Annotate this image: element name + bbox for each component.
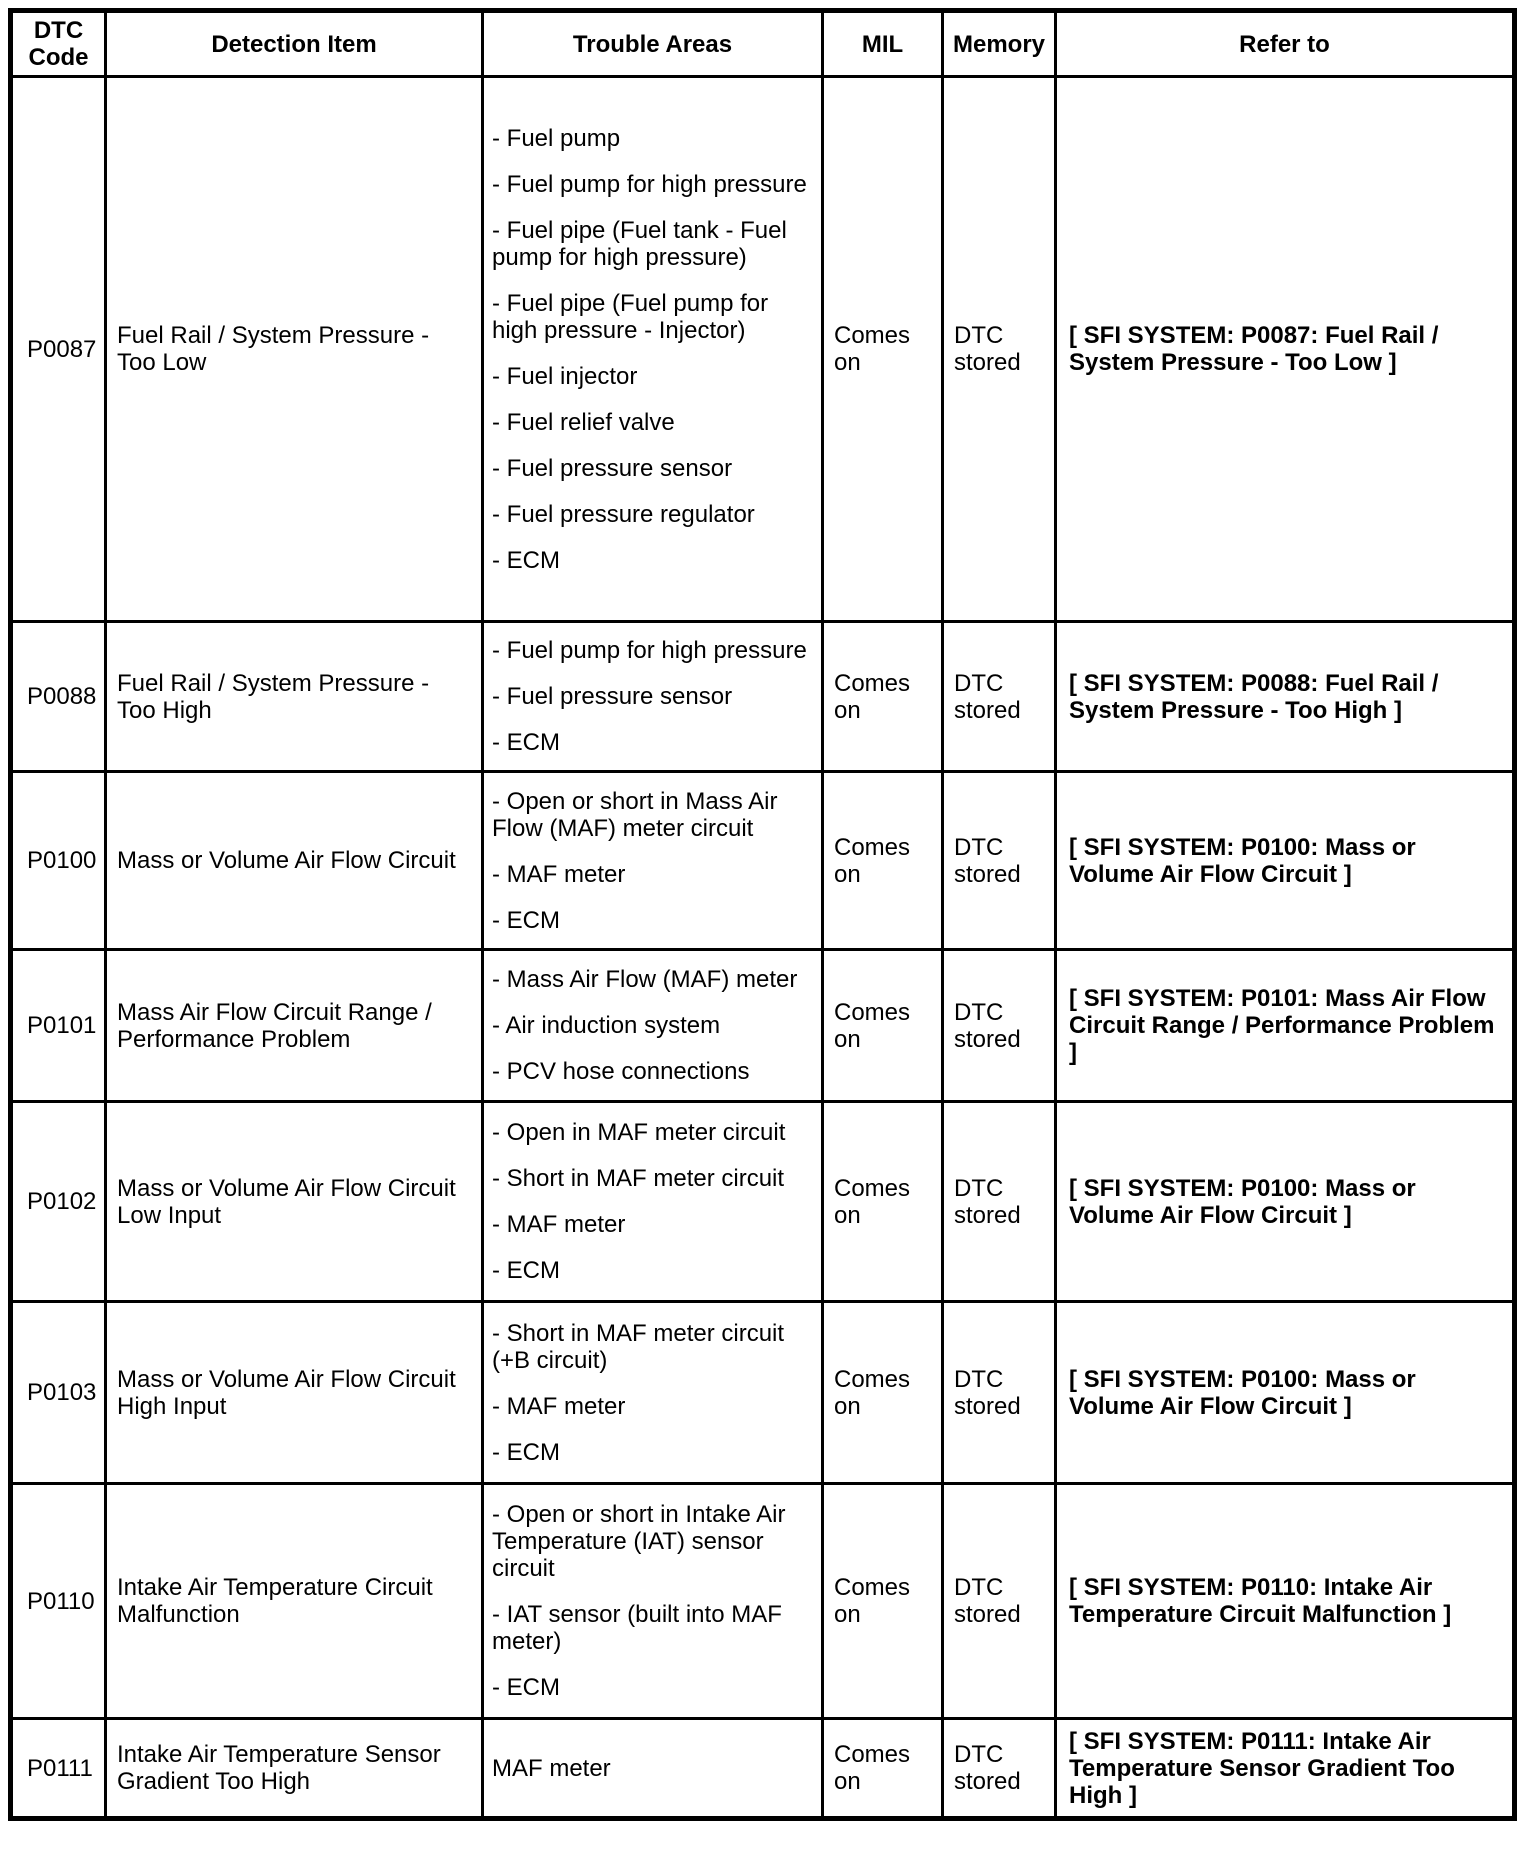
table-row	[11, 77, 1515, 622]
trouble-item: - PCV hose connections	[492, 1058, 750, 1085]
trouble-item: - Fuel pump	[492, 124, 621, 152]
trouble-item: - Mass Air Flow (MAF) meter	[492, 966, 798, 993]
dtc-code-cell: P0102	[11, 1102, 106, 1302]
table-row	[11, 772, 1515, 950]
col-header-mil: MIL	[823, 11, 943, 77]
trouble-areas-cell	[483, 1102, 823, 1302]
trouble-item: - Fuel relief valve	[492, 408, 675, 436]
dtc-code-cell: P0100	[11, 772, 106, 950]
dtc-code-cell: P0088	[11, 622, 106, 772]
trouble-item: - Fuel pressure regulator	[492, 500, 755, 528]
header-row	[11, 11, 1515, 77]
trouble-item: - Fuel pressure sensor	[492, 683, 733, 710]
dtc-code-cell: P0110	[11, 1484, 106, 1719]
trouble-item: - MAF meter	[492, 1392, 626, 1420]
trouble-areas-cell	[483, 1484, 823, 1719]
trouble-item: - Fuel injector	[492, 362, 638, 390]
memory-cell: DTC stored	[943, 1302, 1056, 1484]
mil-cell: Comes on	[823, 77, 943, 622]
table-row	[11, 1719, 1515, 1819]
mil-cell: Comes on	[823, 950, 943, 1102]
trouble-item: - Air induction system	[492, 1012, 721, 1039]
memory-cell: DTC stored	[943, 1484, 1056, 1719]
trouble-areas-cell	[483, 772, 823, 950]
trouble-item: - Open in MAF meter circuit	[492, 1119, 786, 1146]
table-row	[11, 1484, 1515, 1719]
refer-to-cell: [ SFI SYSTEM: P0100: Mass or Volume Air Flow Circuit ]	[1056, 1302, 1515, 1484]
trouble-item: - ECM	[492, 1257, 560, 1284]
dtc-code-cell: P0103	[11, 1302, 106, 1484]
trouble-areas-cell	[483, 622, 823, 772]
detection-item-cell: Mass Air Flow Circuit Range / Performance Problem	[106, 950, 483, 1102]
trouble-item: - Open or short in Mass Air Flow (MAF) meter circuit	[492, 787, 778, 842]
trouble-item: - Open or short in Intake Air Temperature (IAT) sensor circuit	[492, 1501, 786, 1582]
refer-to-cell: [ SFI SYSTEM: P0087: Fuel Rail / System Pressure - Too Low ]	[1056, 77, 1515, 622]
table-row	[11, 1302, 1515, 1484]
refer-to-cell: [ SFI SYSTEM: P0111: Intake Air Temperature Sensor Gradient Too High ]	[1056, 1719, 1515, 1819]
memory-cell: DTC stored	[943, 622, 1056, 772]
table-row	[11, 1102, 1515, 1302]
trouble-item: - Fuel pipe (Fuel pump for high pressure - Injector)	[492, 289, 769, 344]
trouble-item: - Fuel pump for high pressure	[492, 637, 807, 664]
refer-to-cell: [ SFI SYSTEM: P0110: Intake Air Temperature Circuit Malfunction ]	[1056, 1484, 1515, 1719]
trouble-item: - ECM	[492, 1438, 560, 1466]
mil-cell: Comes on	[823, 772, 943, 950]
refer-to-cell: [ SFI SYSTEM: P0100: Mass or Volume Air Flow Circuit ]	[1056, 772, 1515, 950]
trouble-areas-cell	[483, 1719, 823, 1819]
memory-cell: DTC stored	[943, 950, 1056, 1102]
col-header-trouble-areas: Trouble Areas	[483, 11, 823, 77]
col-header-memory: Memory	[943, 11, 1056, 77]
trouble-item: - MAF meter	[492, 1211, 626, 1238]
trouble-item: - ECM	[492, 1674, 560, 1701]
trouble-item: - ECM	[492, 546, 560, 574]
trouble-item: - MAF meter	[492, 860, 626, 888]
trouble-item: - ECM	[492, 729, 560, 756]
memory-cell: DTC stored	[943, 772, 1056, 950]
trouble-item: - ECM	[492, 906, 560, 934]
trouble-item: - IAT sensor (built into MAF meter)	[492, 1601, 782, 1655]
col-header-refer-to: Refer to	[1056, 11, 1515, 77]
detection-item-cell: Mass or Volume Air Flow Circuit Low Input	[106, 1102, 483, 1302]
mil-cell: Comes on	[823, 1719, 943, 1819]
table-row	[11, 622, 1515, 772]
memory-cell: DTC stored	[943, 1102, 1056, 1302]
table-row	[11, 950, 1515, 1102]
dtc-table	[8, 8, 1517, 1821]
trouble-item: - Fuel pressure sensor	[492, 454, 733, 482]
col-header-dtc-code: DTC Code	[11, 11, 106, 77]
refer-to-cell: [ SFI SYSTEM: P0088: Fuel Rail / System Pressure - Too High ]	[1056, 622, 1515, 772]
trouble-areas-cell	[483, 950, 823, 1102]
mil-cell: Comes on	[823, 1302, 943, 1484]
trouble-item: - Short in MAF meter circuit (+B circuit)	[492, 1319, 785, 1374]
refer-to-cell: [ SFI SYSTEM: P0100: Mass or Volume Air Flow Circuit ]	[1056, 1102, 1515, 1302]
trouble-areas-cell	[483, 77, 823, 622]
mil-cell: Comes on	[823, 1102, 943, 1302]
memory-cell: DTC stored	[943, 77, 1056, 622]
trouble-item: - Fuel pipe (Fuel tank - Fuel pump for high pressure)	[492, 216, 787, 271]
detection-item-cell: Mass or Volume Air Flow Circuit	[106, 772, 483, 950]
refer-to-cell: [ SFI SYSTEM: P0101: Mass Air Flow Circuit Range / Performance Problem ]	[1056, 950, 1515, 1102]
trouble-areas-cell	[483, 1302, 823, 1484]
dtc-code-cell: P0087	[11, 77, 106, 622]
trouble-item: MAF meter	[492, 1754, 611, 1782]
trouble-item: - Fuel pump for high pressure	[492, 170, 807, 198]
mil-cell: Comes on	[823, 1484, 943, 1719]
detection-item-cell: Fuel Rail / System Pressure - Too High	[106, 622, 483, 772]
memory-cell: DTC stored	[943, 1719, 1056, 1819]
detection-item-cell: Fuel Rail / System Pressure - Too Low	[106, 77, 483, 622]
detection-item-cell: Intake Air Temperature Sensor Gradient Too High	[106, 1719, 483, 1819]
dtc-code-cell: P0101	[11, 950, 106, 1102]
detection-item-cell: Mass or Volume Air Flow Circuit High Input	[106, 1302, 483, 1484]
dtc-code-cell: P0111	[11, 1719, 106, 1819]
col-header-detection-item: Detection Item	[106, 11, 483, 77]
detection-item-cell: Intake Air Temperature Circuit Malfunction	[106, 1484, 483, 1719]
trouble-item: - Short in MAF meter circuit	[492, 1165, 785, 1192]
mil-cell: Comes on	[823, 622, 943, 772]
